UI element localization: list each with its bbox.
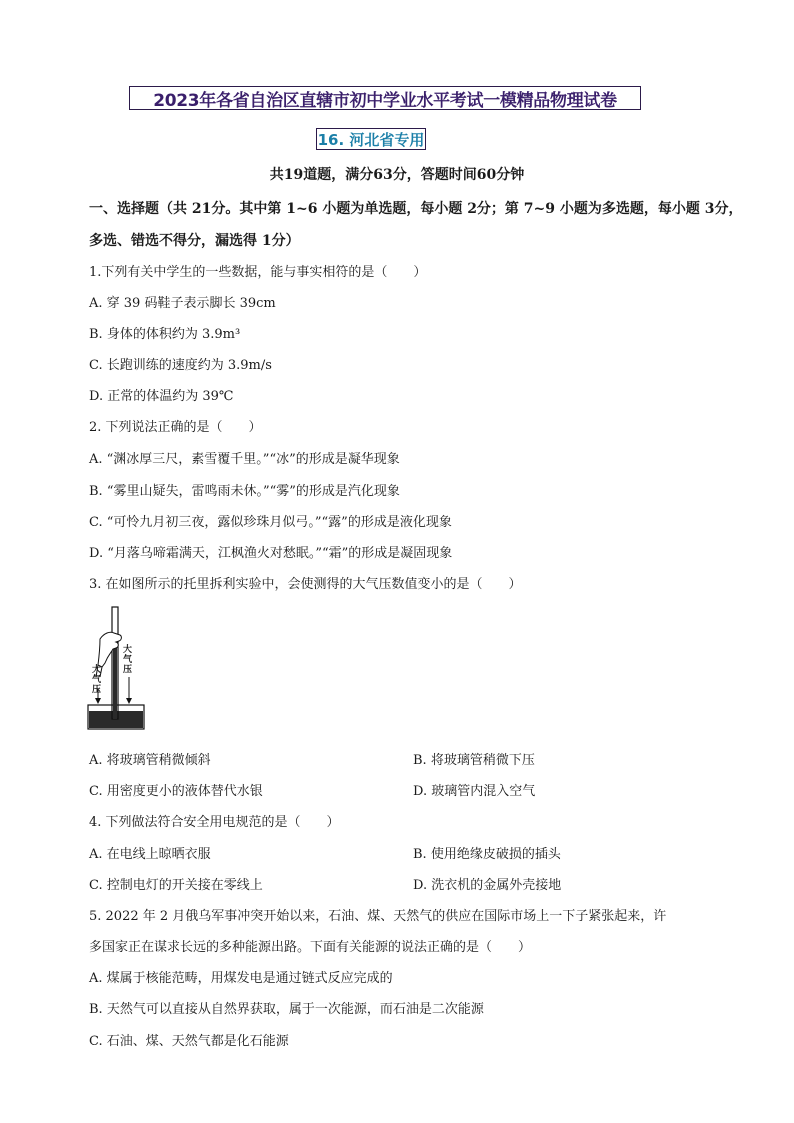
question-4-option-b: B. 使用绝缘皮破损的插头 <box>413 847 561 862</box>
question-2-option-c: C. “可怜九月初三夜，露似珍珠月似弓。”“露”的形成是液化现象 <box>89 515 452 530</box>
question-1-stem: 1.下列有关中学生的一些数据，能与事实相符的是（ ） <box>89 265 427 280</box>
atmosphere-label-left: 大气压 <box>92 665 102 695</box>
question-3-option-b: B. 将玻璃管稍微下压 <box>413 753 535 768</box>
question-3-option-d: D. 玻璃管内混入空气 <box>413 784 536 799</box>
question-5-option-c: C. 石油、煤、天然气都是化石能源 <box>89 1034 289 1049</box>
atmosphere-label-right: 大气压 <box>123 645 133 675</box>
torricelli-figure <box>86 605 148 733</box>
question-3-option-c: C. 用密度更小的液体替代水银 <box>89 784 263 799</box>
question-4-option-a: A. 在电线上晾晒衣服 <box>89 847 211 862</box>
question-2-option-d: D. “月落乌啼霜满天，江枫渔火对愁眠。”“霜”的形成是凝固现象 <box>89 546 453 561</box>
question-1-option-a: A. 穿 39 码鞋子表示脚长 39cm <box>89 296 276 311</box>
question-1-option-c: C. 长跑训练的速度约为 3.9m/s <box>89 358 272 373</box>
question-3-stem: 3. 在如图所示的托里拆利实验中，会使测得的大气压数值变小的是（ ） <box>89 577 522 592</box>
exam-info: 共19道题，满分63分，答题时间60分钟 <box>269 167 525 183</box>
exam-title: 2023年各省自治区直辖市初中学业水平考试一模精品物理试卷 <box>129 86 641 110</box>
question-5-stem-line2: 多国家正在谋求长远的多种能源出路。下面有关能源的说法正确的是（ ） <box>89 940 532 955</box>
question-5-option-a: A. 煤属于核能范畴，用煤发电是通过链式反应完成的 <box>89 971 393 986</box>
question-3-option-a: A. 将玻璃管稍微倾斜 <box>89 753 211 768</box>
question-2-stem: 2. 下列说法正确的是（ ） <box>89 420 262 435</box>
question-4-option-c: C. 控制电灯的开关接在零线上 <box>89 878 263 893</box>
section-heading-line2: 多选、错选不得分，漏选得 1分） <box>89 233 300 249</box>
question-2-option-a: A. “渊冰厚三尺，素雪覆千里。”“冰”的形成是凝华现象 <box>89 452 400 467</box>
question-5-stem-line1: 5. 2022 年 2 月俄乌军事冲突开始以来，石油、煤、天然气的供应在国际市场上一下子紧张起来，许 <box>89 909 667 924</box>
question-4-option-d: D. 洗衣机的金属外壳接地 <box>413 878 562 893</box>
question-2-option-b: B. “雾里山疑失，雷鸣雨未休。”“雾”的形成是汽化现象 <box>89 484 400 499</box>
question-1-option-d: D. 正常的体温约为 39℃ <box>89 389 234 404</box>
exam-subtitle: 16. 河北省专用 <box>316 128 426 150</box>
question-4-stem: 4. 下列做法符合安全用电规范的是（ ） <box>89 815 340 830</box>
question-1-option-b: B. 身体的体积约为 3.9m³ <box>89 327 241 342</box>
question-5-option-b: B. 天然气可以直接从自然界获取，属于一次能源，而石油是二次能源 <box>89 1002 484 1017</box>
section-heading-line1: 一、选择题（共 21分。其中第 1~6 小题为单选题，每小题 2分；第 7~9 小题为多选题，每小题 3分， <box>89 201 743 217</box>
